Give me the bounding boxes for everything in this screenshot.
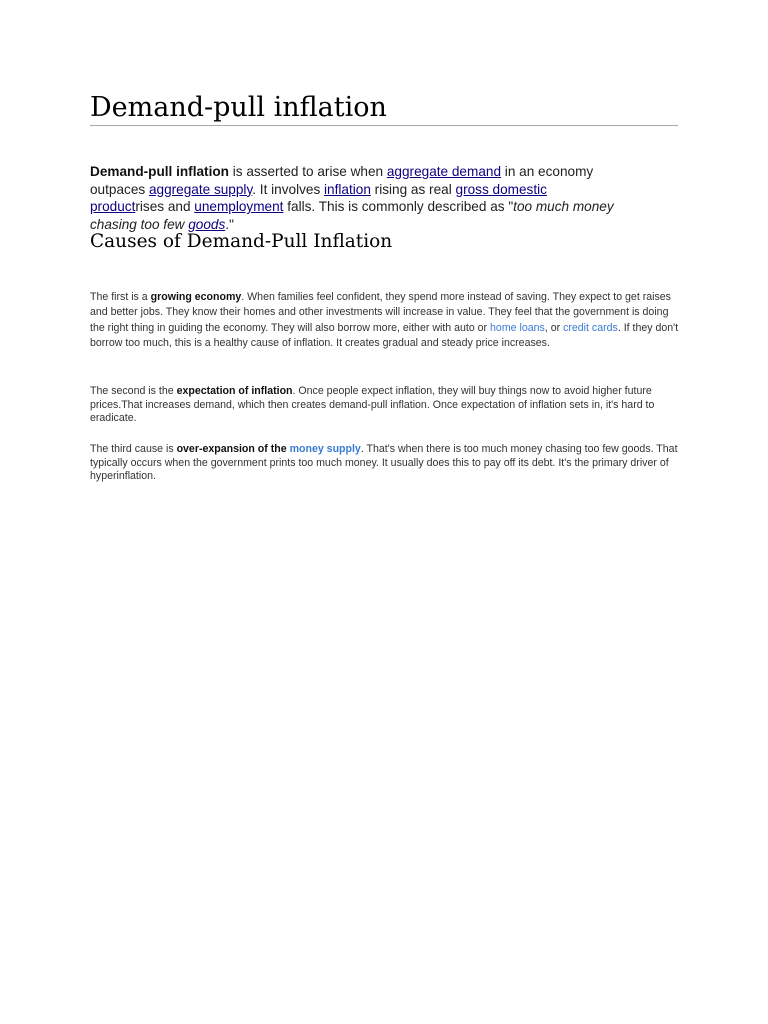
quote-text: too much money chasing too few	[90, 199, 614, 232]
link-credit-cards[interactable]: credit cards	[563, 321, 618, 334]
cause-paragraph-2	[90, 385, 680, 426]
para-bold	[177, 443, 361, 455]
link-home-loans[interactable]: home loans	[490, 321, 545, 334]
intro-text: . It involves	[252, 181, 325, 197]
link-aggregate-supply[interactable]: aggregate supply	[148, 181, 253, 197]
intro-term: Demand-pull inflation	[90, 164, 229, 179]
para-bold: growing economy	[150, 291, 242, 303]
link-aggregate-demand[interactable]: aggregate demand	[386, 164, 502, 179]
intro-paragraph	[90, 163, 620, 233]
para-bold-text: over-expansion of the	[176, 443, 290, 455]
section-heading: Causes of Demand-Pull Inflation	[90, 231, 393, 252]
link-gross-domestic-product[interactable]: gross domestic product	[90, 181, 547, 214]
link-inflation[interactable]: inflation	[324, 181, 371, 197]
page-title: Demand-pull inflation	[90, 91, 678, 126]
para-text: . That's when there is too much money chasing too few goods. That typically occurs when the government prints too much money. It usually does this to pay off its debt. It's the primary driver of hyperinflation.	[90, 443, 678, 482]
para-text: . If they don't borrow too much, this is a healthy cause of inflation. It creates gradual and steady price increases.	[90, 321, 679, 350]
intro-text: rising as real	[370, 181, 456, 197]
para-text: The third cause is	[90, 443, 177, 455]
cause-paragraph-3	[90, 443, 680, 484]
para-bold: expectation of inflation	[176, 385, 293, 397]
intro-text: rises and	[135, 199, 195, 214]
intro-text: falls. This is commonly described as "	[283, 199, 514, 214]
cause-paragraph-1	[90, 290, 680, 352]
link-money-supply[interactable]: money supply	[289, 443, 361, 455]
para-text: , or	[544, 321, 564, 334]
link-unemployment[interactable]: unemployment	[194, 199, 284, 214]
intro-text: is asserted to arise when	[228, 164, 387, 179]
link-goods[interactable]: goods	[188, 216, 226, 232]
para-text: The first is a	[90, 291, 151, 303]
intro-text: in an economy outpaces	[90, 164, 594, 197]
para-text: . When families feel confident, they spend more instead of saving. They expect to get raises and better jobs. They know their homes and other investments will increase in value. They feel that the government is doing the right thing in guiding the economy. They will also borrow more, either with auto or	[90, 291, 671, 334]
para-text: The second is the	[90, 385, 177, 397]
para-text: . Once people expect inflation, they will buy things now to avoid higher future prices.That increases demand, which then creates demand-pull inflation. Once expectation of inflation sets in, it's hard to eradicate.	[90, 385, 655, 424]
intro-text: ."	[225, 216, 234, 232]
